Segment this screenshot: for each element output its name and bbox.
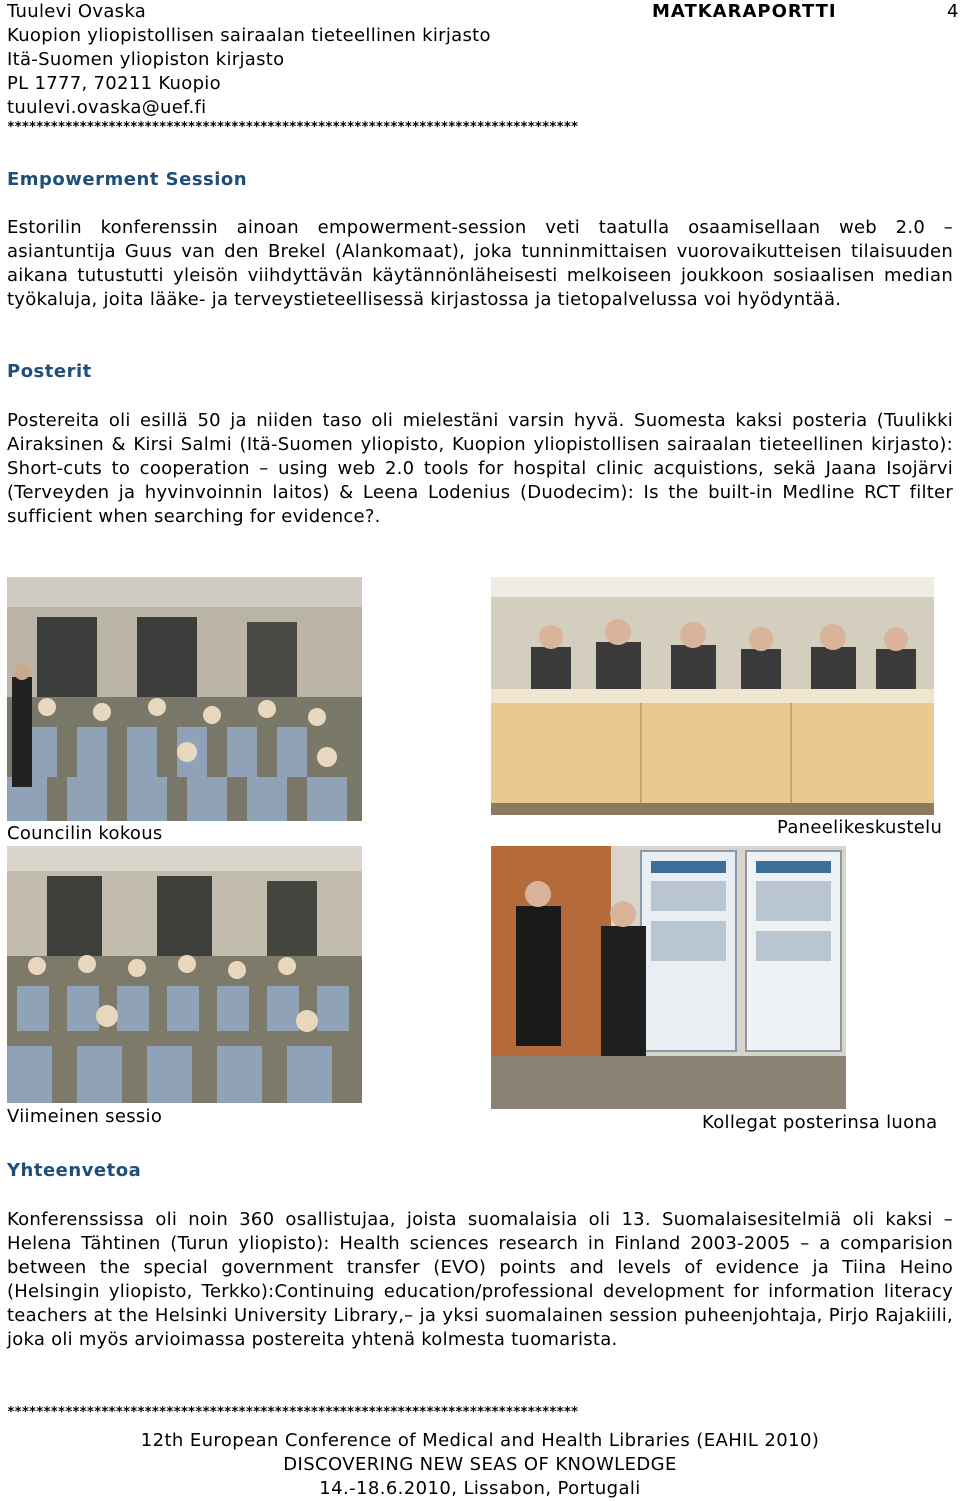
- paragraph-posters: Postereita oli esillä 50 ja niiden taso oli mielestäni varsin hyvä. Suomesta kaksi posteria (Tuulikki Airaksinen & Kirsi Salmi (Itä-Suomen yliopisto, Kuopion yliopistollisen sairaalan tieteellinen kirjasto): Short-cuts to cooperation – using web 2.0 tools for hospital clinic acquistions, sekä Jaana Isojärvi (Terveyden ja hyvinvoinnin laitos) & Leena Lodenius (Duodecim): Is the built-in Medline RCT filter sufficient when searching for evidence?.: [7, 410, 953, 527]
- footer-conference-name: 12th European Conference of Medical and Health Libraries (EAHIL 2010): [140, 1430, 820, 1451]
- organization-line-2: Itä-Suomen yliopiston kirjasto: [7, 49, 285, 70]
- section-heading-summary: Yhteenvetoa: [7, 1160, 142, 1181]
- document-title: MATKARAPORTTI: [652, 1, 837, 22]
- caption-last-session: Viimeinen sessio: [7, 1106, 163, 1127]
- caption-panel-discussion: Paneelikeskustelu: [777, 817, 943, 838]
- photo-colleagues-poster: [491, 846, 846, 1109]
- paragraph-summary: Konferenssissa oli noin 360 osallistujaa, joista suomalaisia oli 13. Suomalaisesitelmiä oli kaksi – Helena Tähtinen (Turun yliopisto): Health sciences research in Finland 2003-2005 – a comparision between the special government transfer (EVO) points and levels of evidence ja Tiina Heino (Helsingin yliopisto, Terkko):Continuing education/professional development for information literacy teachers at the Helsinki University Library,– ja yksi suomalainen session puheenjohtaja, Pirjo Rajakiili, joka oli myös arvioimassa postereita yhtenä kolmesta tuomarista.: [7, 1209, 953, 1350]
- postal-address: PL 1777, 70211 Kuopio: [7, 73, 221, 94]
- header-separator: *******************************************************************************: [7, 121, 578, 135]
- paragraph-empowerment: Estorilin konferenssin ainoan empowerment-session veti taatulla osaamisellaan web 2.0 – asiantuntija Guus van den Brekel (Alankomaat), joka tunninmittaisen vuorovaikutteisen tilaisuuden aikana tutustutti yleisön viihdyttävän käytännönläheisesti melkoiseen joukkoon sosiaalisen median työkaluja, joita lääke- ja terveystieteellisessä kirjastossa ja tietopalvelussa voi hyödyntää.: [7, 217, 953, 310]
- author-block: [7, 0, 491, 120]
- footer-conference-theme: DISCOVERING NEW SEAS OF KNOWLEDGE: [283, 1454, 677, 1475]
- organization-line-1: Kuopion yliopistollisen sairaalan tieteellinen kirjasto: [7, 25, 491, 46]
- photo-last-session: [7, 846, 362, 1103]
- caption-council-meeting: Councilin kokous: [7, 823, 163, 844]
- section-heading-posters: Posterit: [7, 361, 92, 382]
- photo-council-meeting: [7, 577, 362, 821]
- page-number: 4: [947, 1, 959, 22]
- photo-panel-discussion: [491, 577, 934, 815]
- author-name: Tuulevi Ovaska: [7, 1, 147, 22]
- caption-colleagues-poster: Kollegat posterinsa luona: [702, 1112, 938, 1133]
- section-heading-empowerment: Empowerment Session: [7, 169, 248, 190]
- email-address: tuulevi.ovaska@uef.fi: [7, 97, 207, 118]
- footer-conference-date: 14.-18.6.2010, Lissabon, Portugali: [319, 1478, 641, 1499]
- footer-separator: *******************************************************************************: [7, 1406, 578, 1420]
